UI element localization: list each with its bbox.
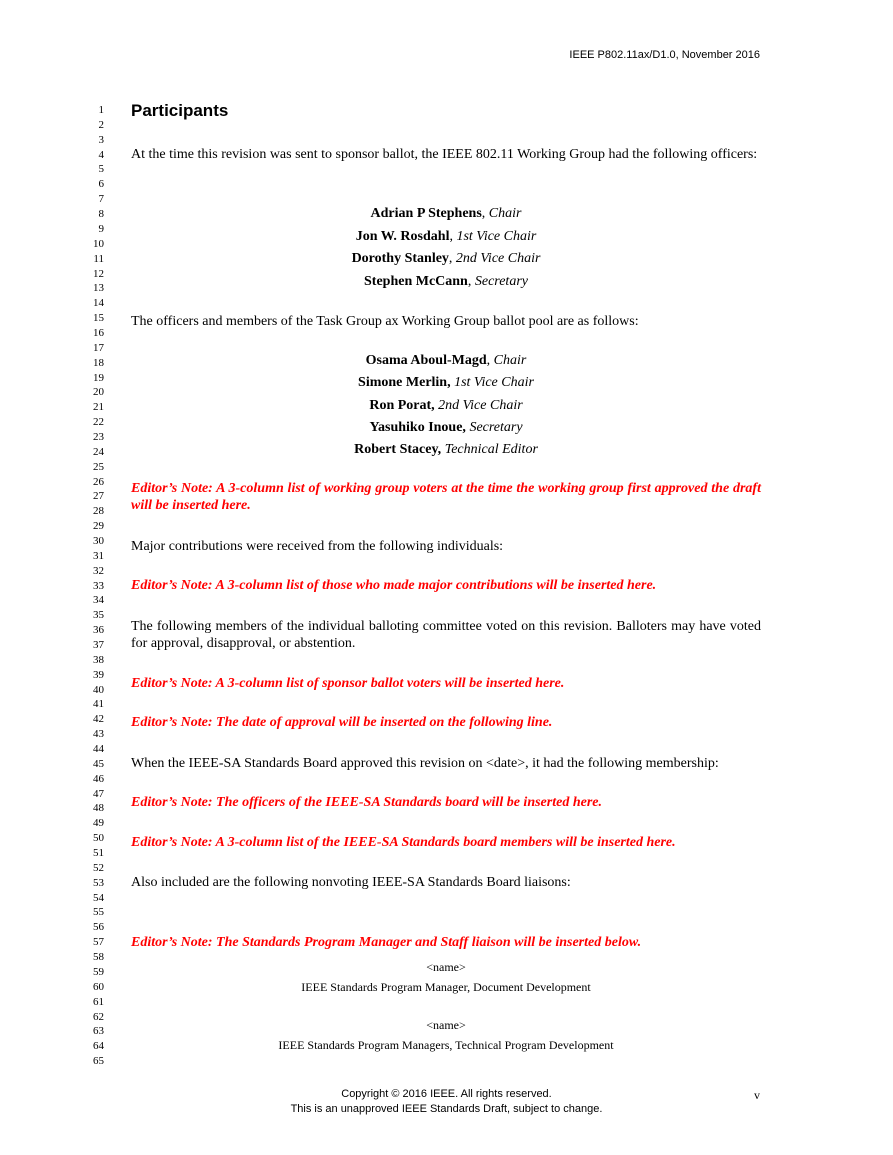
line-number: 47 (93, 787, 104, 800)
line-number: 52 (93, 861, 104, 874)
line-number: 28 (93, 505, 104, 518)
line-number: 2 (98, 118, 104, 131)
officer-role: Secretary (474, 273, 528, 289)
line-number: 40 (93, 683, 104, 696)
officer-role: 2nd Vice Chair (438, 397, 523, 413)
liaison-entry-1 (131, 957, 761, 997)
editor-note-contributions: Editor’s Note: A 3-column list of those who made major contributions will be inserted here. (131, 578, 657, 593)
line-number: 56 (93, 921, 104, 934)
editor-note-sponsor-voters: Editor’s Note: A 3-column list of sponsor ballot voters will be inserted here. (131, 676, 565, 691)
line-number: 14 (93, 297, 104, 310)
line-number: 42 (93, 713, 104, 726)
liaison-1-title: IEEE Standards Program Manager, Document Development (301, 980, 591, 994)
line-number: 35 (93, 609, 104, 622)
line-number: 10 (93, 237, 104, 250)
officer-separator: , (481, 206, 489, 221)
officer-entry (131, 271, 761, 294)
line-number: 26 (93, 475, 104, 488)
line-number: 51 (93, 847, 104, 859)
wg-officers-list (131, 203, 761, 293)
officer-name: Stephen McCann (364, 273, 468, 289)
officer-entry (131, 226, 761, 249)
line-number: 16 (93, 326, 104, 339)
line-number: 59 (93, 965, 104, 978)
contributions-paragraph: Major contributions were received from the following individuals: (131, 539, 504, 554)
line-number: 63 (93, 1025, 104, 1038)
editor-note-board-members: Editor’s Note: A 3-column list of the IEEE-SA Standards board members will be inserted here. (131, 835, 676, 850)
officer-role: Chair (493, 353, 527, 368)
officer-entry (131, 417, 761, 439)
line-number: 1 (98, 104, 104, 116)
section-heading: Participants (131, 101, 229, 120)
footer-copyright: Copyright © 2016 IEEE. All rights reserved. (341, 1088, 552, 1100)
liaisons-paragraph: Also included are the following nonvoting IEEE-SA Standards Board liaisons: (131, 875, 571, 890)
line-number: 22 (93, 416, 104, 429)
line-number: 34 (93, 594, 104, 607)
page-number: v (754, 1088, 760, 1102)
officer-role: 1st Vice Chair (454, 375, 534, 391)
tg-intro-paragraph: The officers and members of the Task Group ax Working Group ballot pool are as follows: (131, 314, 639, 329)
line-number: 20 (93, 386, 104, 399)
line-number: 31 (93, 549, 104, 562)
officer-name: Osama Aboul-Magd (365, 353, 487, 368)
line-number: 30 (93, 534, 104, 547)
line-number: 41 (93, 698, 104, 711)
line-number: 12 (93, 267, 104, 280)
editor-note-approval-date: Editor’s Note: The date of approval will be inserted on the following line. (131, 715, 553, 730)
officer-name: Jon W. Rosdahl (355, 228, 450, 244)
officer-role: Technical Editor (444, 442, 538, 458)
line-number: 18 (93, 356, 104, 369)
officer-name: Ron Porat, (369, 397, 435, 413)
liaison-1-name: <name> (426, 960, 466, 974)
line-number: 23 (93, 430, 104, 443)
line-number: 60 (93, 980, 104, 993)
footer-disclaimer: This is an unapproved IEEE Standards Draft, subject to change. (290, 1103, 603, 1115)
officer-role: 2nd Vice Chair (455, 251, 541, 266)
line-number: 11 (93, 252, 104, 265)
line-number: 3 (98, 133, 104, 146)
line-number: 5 (98, 163, 104, 176)
line-number: 58 (93, 951, 104, 963)
line-number: 21 (93, 401, 104, 414)
officer-name: Yasuhiko Inoue, (369, 419, 466, 435)
tg-officers-list (131, 350, 761, 461)
line-number: 33 (93, 579, 104, 592)
officer-entry (131, 248, 761, 271)
line-number: 25 (93, 460, 104, 473)
editor-note-board-officers: Editor’s Note: The officers of the IEEE-SA Standards board will be inserted here. (131, 795, 602, 810)
line-number: 49 (93, 817, 104, 830)
line-number: 6 (98, 178, 104, 191)
line-number: 13 (93, 282, 104, 295)
board-membership-paragraph: When the IEEE-SA Standards Board approved this revision on <date>, it had the following membership: (131, 756, 719, 771)
line-number: 32 (93, 564, 104, 577)
line-number: 44 (93, 743, 104, 755)
officer-entry (131, 350, 761, 372)
line-number: 36 (93, 624, 104, 637)
line-number: 37 (93, 639, 104, 651)
editor-note-liaisons: Editor’s Note: The Standards Program Manager and Staff liaison will be inserted below. (131, 935, 642, 950)
line-number: 46 (93, 772, 104, 785)
officer-separator: , (467, 273, 475, 289)
officer-separator: , (448, 251, 456, 266)
line-number: 19 (93, 371, 104, 384)
line-number: 9 (98, 222, 104, 235)
line-number: 50 (93, 832, 104, 845)
line-number: 4 (98, 148, 104, 161)
line-number: 48 (93, 802, 104, 815)
running-header: IEEE P802.11ax/D1.0, November 2016 (569, 49, 760, 61)
officer-name: Simone Merlin, (358, 375, 451, 391)
editor-note-wg-voters: Editor’s Note: A 3-column list of working group voters at the time the working group first approved the draft will be inserted here. (131, 481, 761, 513)
line-number: 29 (93, 520, 104, 533)
liaison-entry-2 (131, 1015, 761, 1055)
liaison-2-name: <name> (426, 1018, 466, 1032)
line-number: 64 (93, 1040, 104, 1053)
officer-separator: , (449, 228, 457, 244)
line-number: 7 (98, 193, 104, 206)
line-number: 43 (93, 728, 104, 741)
officer-separator: , (486, 353, 494, 368)
balloting-paragraph: The following members of the individual balloting committee voted on this revision. Balloters may have voted for approval, disapproval, or abstention. (131, 619, 761, 651)
line-number: 55 (93, 906, 104, 919)
line-number: 24 (93, 445, 104, 458)
line-number: 53 (93, 876, 104, 889)
officer-entry (131, 372, 761, 394)
line-number: 38 (93, 653, 104, 666)
line-number: 15 (93, 312, 104, 324)
line-number: 45 (93, 757, 104, 770)
line-number: 61 (93, 995, 104, 1008)
officer-entry (131, 203, 761, 226)
line-number: 54 (93, 891, 104, 904)
officer-entry (131, 439, 761, 461)
officer-name: Dorothy Stanley (351, 251, 449, 266)
liaison-2-title: IEEE Standards Program Managers, Technical Program Development (278, 1038, 614, 1052)
officer-role: Chair (488, 206, 522, 221)
line-number: 17 (93, 341, 104, 354)
line-number: 8 (98, 208, 104, 220)
officer-name: Adrian P Stephens (370, 206, 482, 221)
intro-paragraph: At the time this revision was sent to sponsor ballot, the IEEE 802.11 Working Group had the following officers: (131, 147, 758, 162)
line-number: 39 (93, 668, 104, 681)
officer-role: Secretary (469, 419, 523, 435)
officer-name: Robert Stacey, (354, 442, 442, 458)
officer-entry (131, 395, 761, 417)
officer-role: 1st Vice Chair (456, 228, 537, 244)
line-number: 65 (93, 1055, 104, 1067)
line-number: 27 (93, 490, 104, 503)
line-number: 62 (93, 1010, 104, 1023)
line-number: 57 (93, 936, 104, 949)
